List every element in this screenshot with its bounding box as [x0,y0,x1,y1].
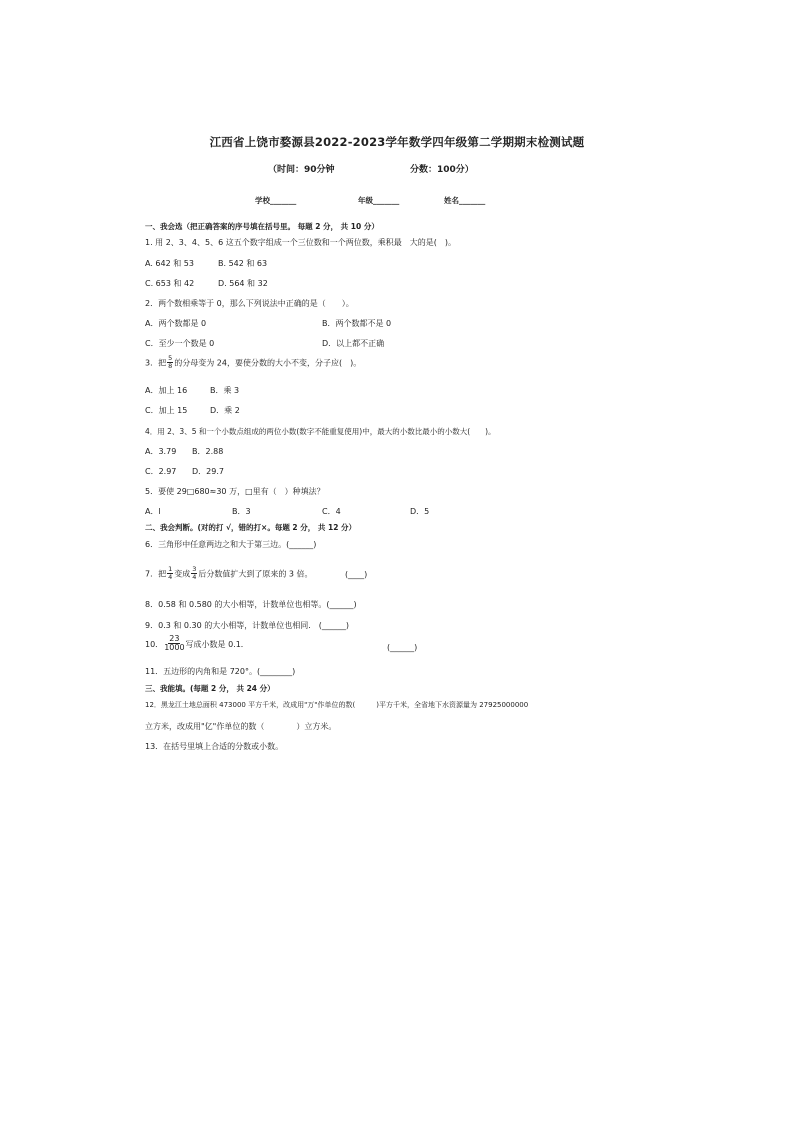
q3-option-b: B．乘 3 [210,386,240,395]
q3-text: 的分母变为 24，要使分数的大小不变，分子应( )。 [174,358,362,368]
q10-numerator: 23 [169,634,180,643]
question-10 [145,636,249,653]
q4-option-c: C．2.97 [145,467,177,476]
exam-score: 分数：100分） [410,165,474,175]
q1-option-d: D. 564 和 32 [218,279,268,288]
question-9: 9．0.3 和 0.30 的大小相等，计数单位也相同. (______) [145,621,350,630]
section-heading-2: 二、我会判断。(对的打 √，错的打×。每题 2 分， 共 12 分） [145,523,357,532]
q5-option-c: C．4 [322,507,341,516]
q2-option-a: A．两个数都是 0 [145,319,207,328]
q7-fraction-1 [167,566,173,580]
q3-prefix: 3．把 [145,358,167,368]
q7-numerator-1: 1 [168,565,173,573]
q7-answer-blank: (____) [345,570,368,579]
exam-time: （时间：90分钟 [268,165,335,175]
q5-option-a: A．l [145,507,161,516]
question-3 [145,356,361,370]
question-4: 4．用 2、3、5 和一个小数点组成的两位小数(数字不能重复使用)中，最大的小数比最小的小数大( )。 [145,427,496,436]
q3-option-c: C．加上 15 [145,406,188,415]
q10-denominator: 1000 [164,643,185,652]
question-6: 6．三角形中任意两边之和大于第三边。(______) [145,540,317,549]
question-12-line-2: 立方米，改成用"亿"作单位的数（ ）立方米。 [145,722,337,731]
school-field: 学校_______ [255,196,297,205]
q3-fraction [167,355,173,369]
q10-text: 写成小数是 0.1． [185,640,249,649]
q3-option-d: D．乘 2 [210,406,240,415]
q2-option-c: C．至少一个数是 0 [145,339,215,348]
q3-option-a: A．加上 16 [145,386,188,395]
name-field: 姓名_______ [444,196,486,205]
question-13: 13．在括号里填上合适的分数或小数。 [145,742,284,751]
q7-text: 后分数值扩大到了原来的 3 倍。 [198,569,313,579]
q2-option-b: B．两个数都不是 0 [322,319,392,328]
q10-prefix: 10． [145,640,164,649]
q2-option-d: D．以上都不正确 [322,339,385,348]
q7-denominator-2: 4 [192,572,197,581]
question-1: 1. 用 2、3、4、5、6 这五个数字组成一个三位数和一个两位数，乘积最 大的是( )。 [145,238,456,247]
question-5: 5．要使 29□680≈30 万，□里有（ ）种填法？ [145,487,325,496]
q4-option-a: A．3.79 [145,447,177,456]
q5-option-b: B．3 [232,507,251,516]
q1-option-b: B. 542 和 63 [218,259,268,268]
question-7 [145,567,313,581]
q10-answer-blank: (______) [387,643,418,652]
q3-numerator: 5 [168,354,173,362]
q5-option-d: D．5 [410,507,430,516]
q3-denominator: 8 [168,361,173,370]
q10-fraction [164,635,184,652]
q7-numerator-2: 3 [192,565,197,573]
q1-option-c: C. 653 和 42 [145,279,195,288]
q4-option-b: B．2.88 [192,447,224,456]
grade-field: 年级_______ [358,196,400,205]
q7-denominator-1: 4 [168,572,173,581]
page-title: 江西省上饶市婺源县2022-2023学年数学四年级第二学期期末检测试题 [209,135,585,149]
question-8: 8．0.58 和 0.580 的大小相等，计数单位也相等。(______) [145,600,357,609]
q7-middle: 变成 [174,569,191,579]
q1-option-a: A. 642 和 53 [145,259,194,268]
section-heading-1: 一、我会选（把正确答案的序号填在括号里。 每题 2 分， 共 10 分） [145,222,379,231]
q7-prefix: 7．把 [145,569,167,579]
question-12-line-1: 12．黑龙江土地总面积 473000 平方千米，改成用"万"作单位的数( )平方千米，全省地下水资源量为 27925000000 [145,701,529,709]
question-11: 11．五边形的内角和是 720°。(________) [145,667,296,676]
section-heading-3: 三、我能填。(每题 2 分， 共 24 分） [145,684,275,693]
question-2: 2．两个数相乘等于 0，那么下列说法中正确的是（ ）。 [145,299,354,308]
q4-option-d: D．29.7 [192,467,224,476]
q7-fraction-2 [191,566,197,580]
